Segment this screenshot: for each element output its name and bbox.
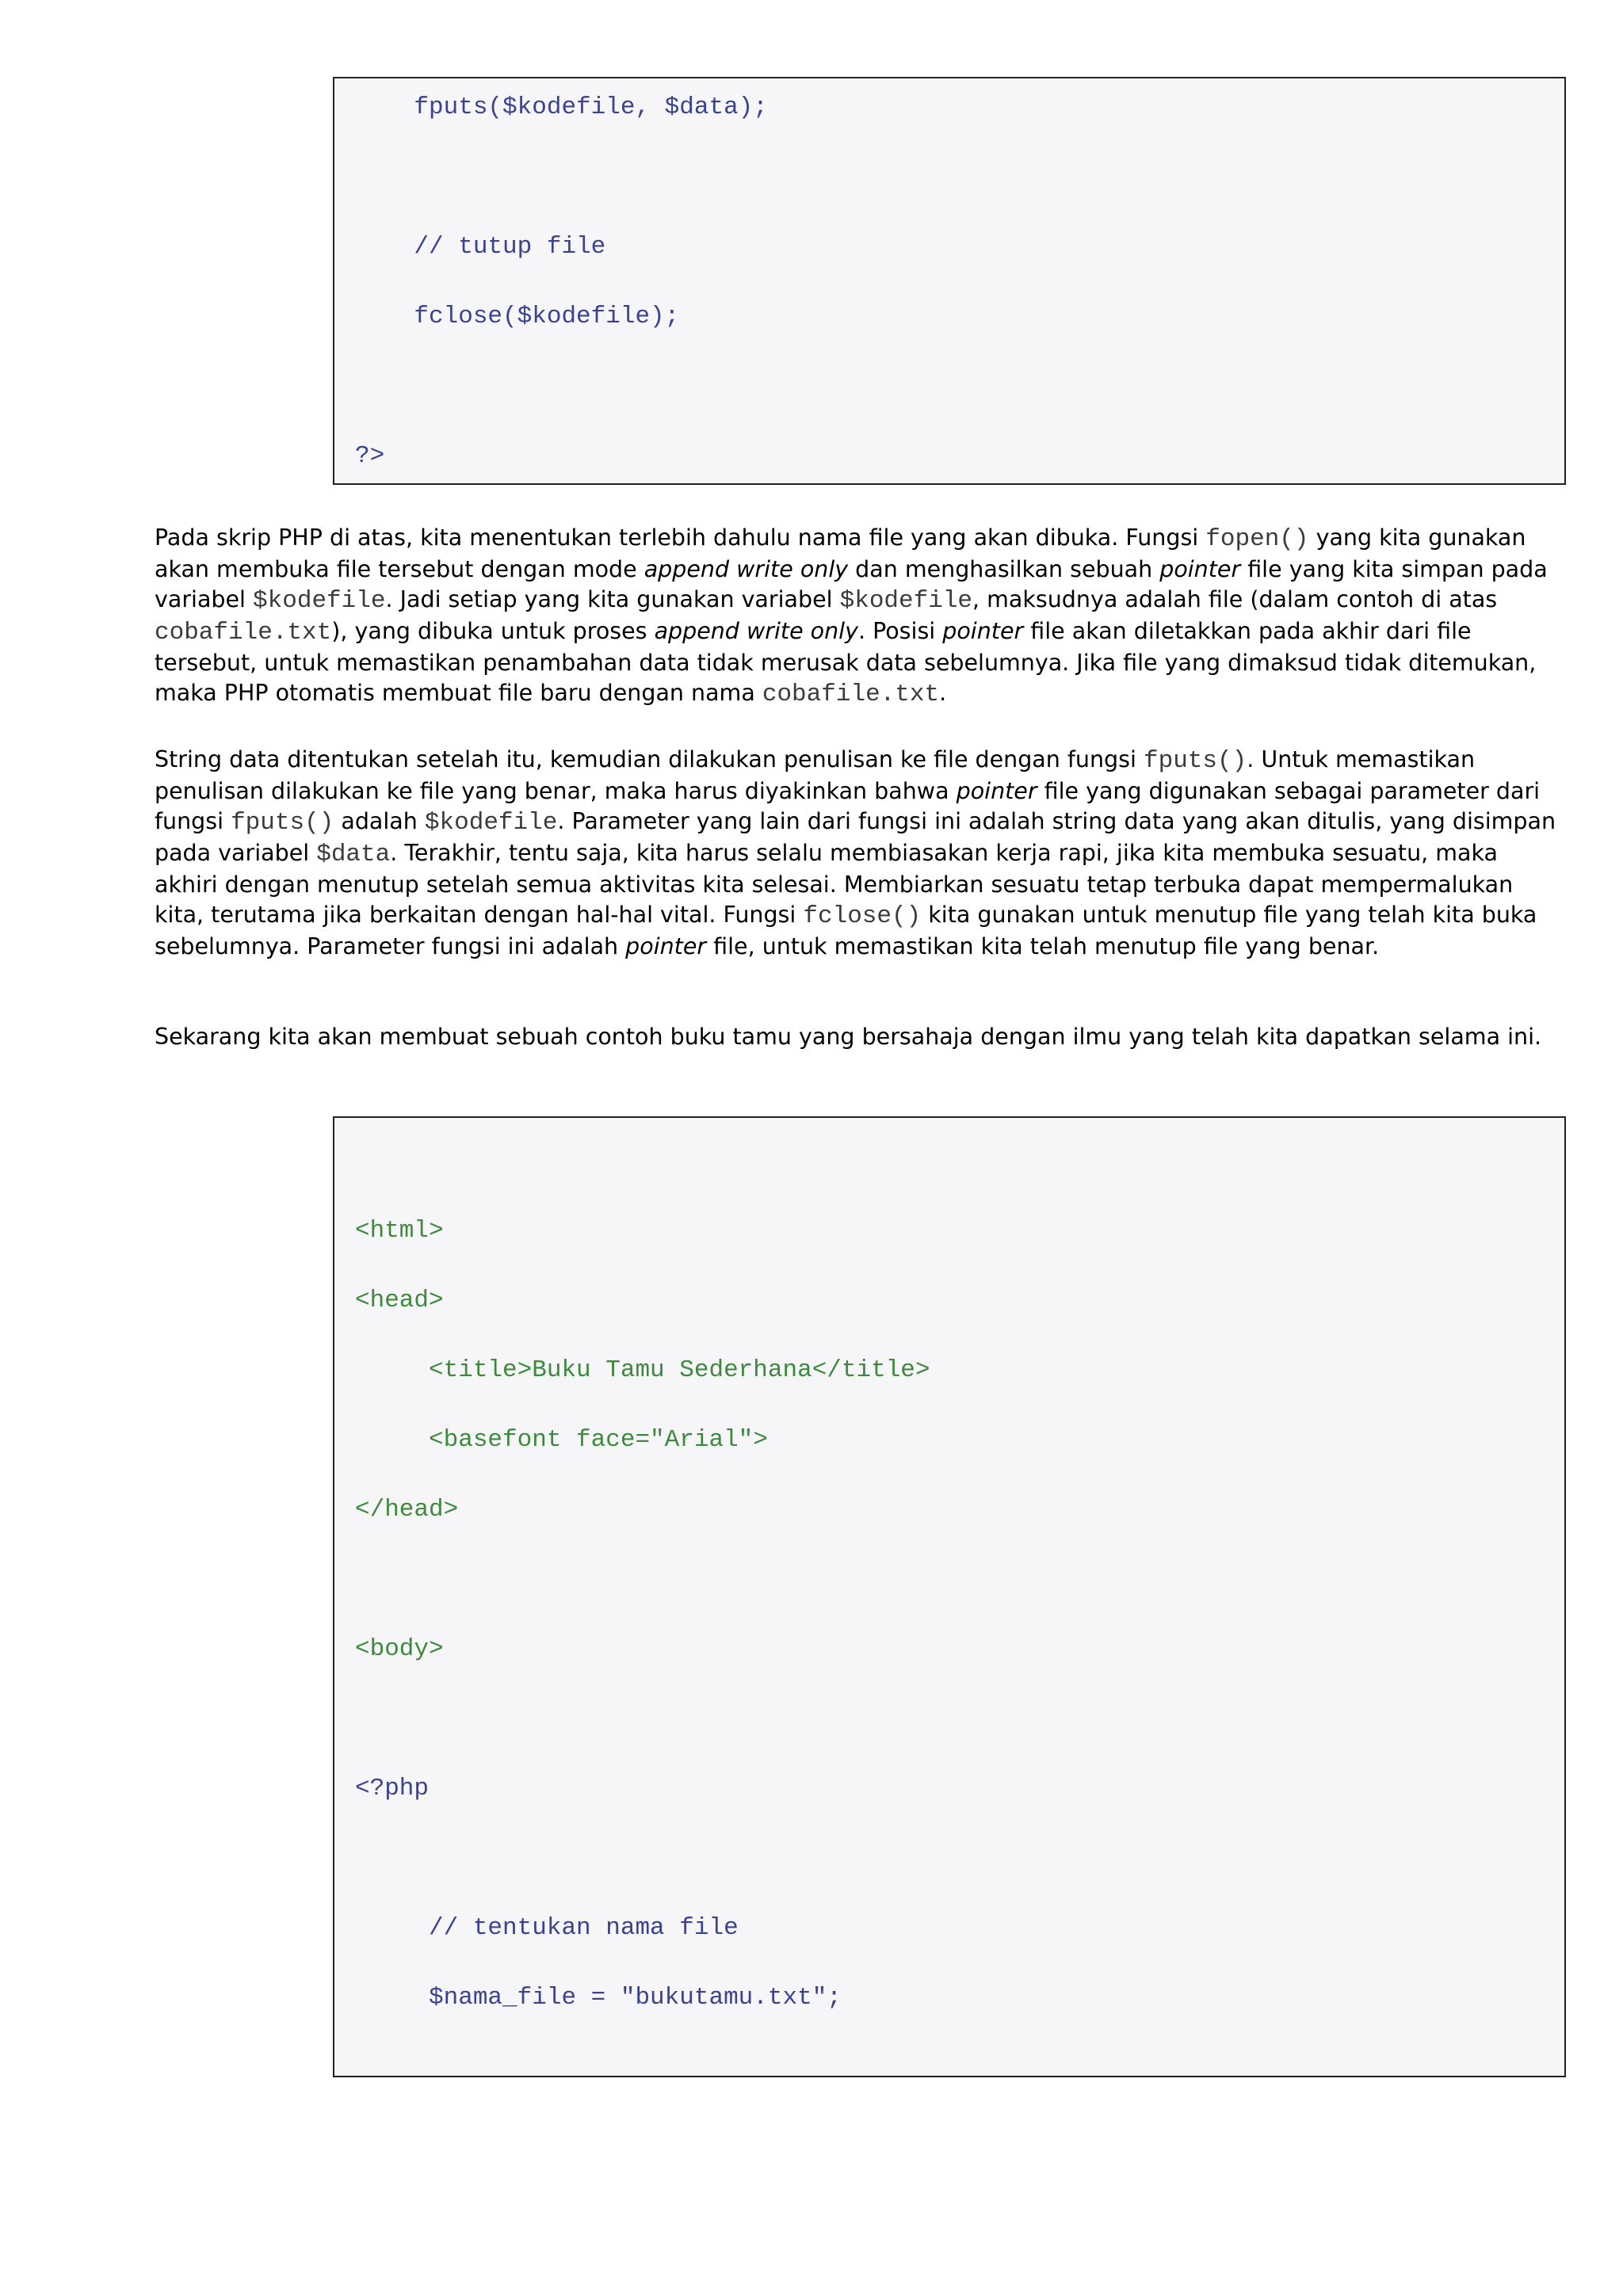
code-line: // tentukan nama file bbox=[355, 1914, 739, 1942]
emphasis: append write only bbox=[654, 618, 858, 644]
inline-code: $kodefile bbox=[839, 587, 973, 615]
code-line: <head> bbox=[355, 1287, 444, 1314]
text-run: kita gunakan untuk menutup file yang telah kita buka sebelumnya. Parameter fungsi ini adalah bbox=[155, 902, 1537, 959]
paragraph-2 bbox=[155, 745, 1565, 962]
code-line: <title>Buku Tamu Sederhana</title> bbox=[355, 1356, 930, 1384]
emphasis: append write only bbox=[643, 556, 849, 582]
text-run: . Untuk memastikan penulisan dilakukan ke file yang benar, maka harus diyakinkan bahwa bbox=[155, 746, 1476, 804]
paragraph-3: Sekarang kita akan membuat sebuah contoh buku tamu yang bersahaja dengan ilmu yang telah kita dapatkan selama ini. bbox=[155, 1024, 1542, 1050]
inline-code: fputs() bbox=[231, 809, 334, 837]
text-run: adalah bbox=[334, 808, 425, 834]
emphasis: pointer bbox=[625, 933, 707, 959]
inline-code: fputs() bbox=[1143, 747, 1247, 775]
code-line: <basefont face="Arial"> bbox=[355, 1426, 768, 1454]
code-block-2 bbox=[333, 1116, 1566, 2077]
inline-code: cobafile.txt bbox=[762, 681, 940, 708]
code-line: <?php bbox=[355, 1775, 430, 1802]
text-run: file akan diletakkan pada akhir dari file tersebut, untuk memastikan penambahan data tidak merusak data sebelumnya. Jika file yang dimaksud tidak ditemukan, maka PHP otomatis membuat file baru dengan nama bbox=[155, 618, 1537, 706]
inline-code: $data bbox=[316, 841, 391, 868]
code-line: <html> bbox=[355, 1217, 444, 1245]
code-line: fclose($kodefile); bbox=[355, 303, 680, 330]
code-line: fputs($kodefile, $data); bbox=[355, 93, 768, 121]
code-line: <body> bbox=[355, 1635, 444, 1663]
code-line: </head> bbox=[355, 1496, 459, 1524]
text-run: file yang digunakan sebagai parameter dari fungsi bbox=[155, 778, 1541, 834]
text-run: ), yang dibuka untuk proses bbox=[331, 618, 655, 644]
text-run: . bbox=[939, 680, 947, 706]
emphasis: pointer bbox=[956, 778, 1037, 804]
inline-code: cobafile.txt bbox=[155, 619, 332, 646]
text-run: String data ditentukan setelah itu, kemudian dilakukan penulisan ke file dengan fungsi bbox=[155, 746, 1144, 772]
text-run: . Parameter yang lain dari fungsi ini adalah string data yang akan ditulis, yang disimpan pada variabel bbox=[155, 808, 1556, 866]
code-block-1 bbox=[333, 77, 1566, 485]
text-run: , maksudnya adalah file (dalam contoh di atas bbox=[972, 586, 1498, 612]
text-run: . Jadi setiap yang kita gunakan variabel bbox=[385, 586, 840, 612]
emphasis: pointer bbox=[942, 618, 1024, 644]
inline-code: fclose() bbox=[803, 902, 922, 930]
paragraph-1 bbox=[155, 523, 1565, 710]
inline-code: $kodefile bbox=[424, 809, 558, 837]
text-run: yang kita gunakan akan membuka file tersebut dengan mode bbox=[155, 524, 1526, 582]
text-run: . Posisi bbox=[857, 618, 943, 644]
text-run: Pada skrip PHP di atas, kita menentukan terlebih dahulu nama file yang akan dibuka. Fungsi bbox=[155, 524, 1206, 551]
code-line: $nama_file = "bukutamu.txt"; bbox=[355, 1984, 842, 2012]
emphasis: pointer bbox=[1159, 556, 1241, 582]
text-run: file, untuk memastikan kita telah menutup file yang benar. bbox=[706, 933, 1380, 959]
code-line: ?> bbox=[355, 442, 385, 470]
text-run: dan menghasilkan sebuah bbox=[848, 556, 1160, 582]
inline-code: $kodefile bbox=[253, 587, 386, 615]
text-run: . Terakhir, tentu saja, kita harus selalu membiasakan kerja rapi, jika kita membuka sesuatu, maka akhiri dengan menutup setelah semua aktivitas kita selesai. Membiarkan sesuatu tetap terbuka dapat mempermalukan kita, terutama jika berkaitan dengan hal-hal vital. Fungsi bbox=[155, 840, 1514, 928]
text-run: file yang kita simpan pada variabel bbox=[155, 556, 1548, 612]
code-line: // tutup file bbox=[355, 233, 606, 261]
inline-code: fopen() bbox=[1205, 525, 1309, 553]
